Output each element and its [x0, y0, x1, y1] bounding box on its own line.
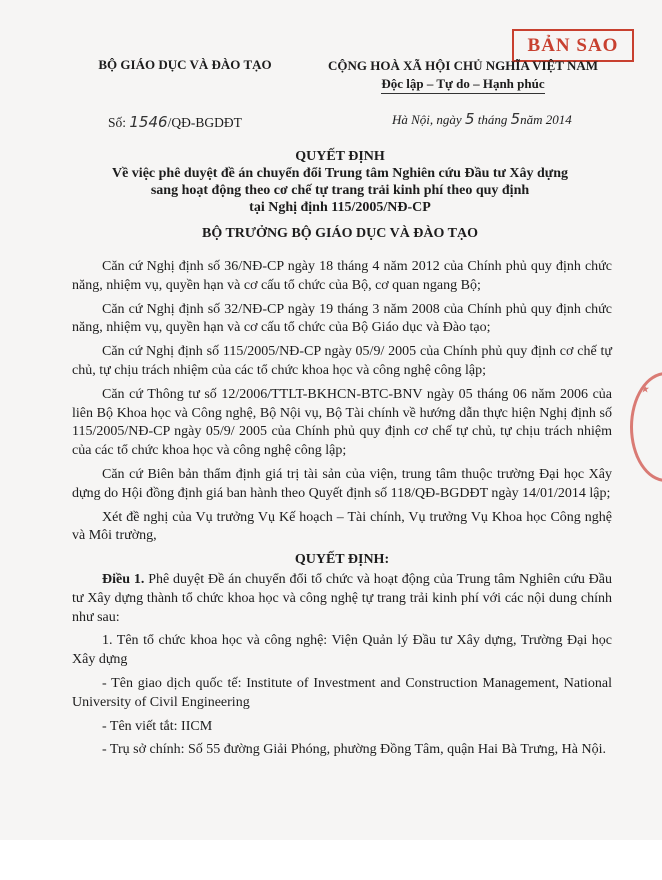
decision-heading: QUYẾT ĐỊNH: [294, 552, 390, 568]
subject-line-3: tại Nghị định 115/2005/NĐ-CP [249, 200, 431, 215]
list-item: - Trụ sở chính: Số 55 đường Giải Phóng, phường Đồng Tâm, quận Hai Bà Trưng, Hà Nội. [102, 742, 607, 758]
list-item: 1. Tên tổ chức khoa học và công nghệ: Viện Quản lý Đầu tư Xây dựng, Trường Đại học Xây dựng [72, 633, 612, 668]
bleed-through-text [330, 42, 333, 52]
copy-stamp: BẢN SAO [512, 29, 634, 62]
red-seal-icon: ★ [630, 372, 662, 482]
legal-basis-paragraph: Căn cứ Nghị định số 115/2005/NĐ-CP ngày 05/9/ 2005 của Chính phủ quy định cơ chế tự chủ, tự chịu trách nhiệm của các tổ chức khoa học và công nghệ công lập; [72, 344, 612, 378]
subject-line-1: Về việc phê duyệt đề án chuyển đổi Trung tâm Nghiên cứu Đầu tư Xây dựng [111, 166, 568, 181]
subject-line-2: sang hoạt động theo cơ chế tự trang trải kinh phí theo quy định [150, 183, 530, 198]
list-item: - Tên giao dịch quốc tế: Institute of Investment and Construction Management, National University of Civil Engineering [72, 675, 612, 710]
ref-prefix: Số: [108, 115, 127, 130]
date-day: 5 [464, 110, 475, 128]
legal-basis-paragraph: Căn cứ Thông tư số 12/2006/TTLT-BKHCN-BTC-BNV ngày 05 tháng 06 năm 2006 của liên Bộ Khoa học và Công nghệ, Bộ Nội vụ, Bộ Tài chính về hướng dẫn thực hiện Nghị định số 115/2005/NĐ-CP ngày 05/9/ 2005 của Chính phủ quy định cơ chế tự chủ, tự chịu trách nhiệm của các tổ chức khoa học và công nghệ công lập; [72, 386, 612, 459]
legal-basis-paragraph: Căn cứ Nghị định số 36/NĐ-CP ngày 18 tháng 4 năm 2012 của Chính phủ quy định chức năng, nhiệm vụ, quyền hạn và cơ cấu tổ chức của Bộ, cơ quan ngang Bộ; [72, 259, 612, 293]
article-1-label: Điều 1. [102, 571, 145, 587]
legal-basis-paragraph: Căn cứ Biên bản thẩm định giá trị tài sản của viện, trung tâm thuộc trường Đại học Xây dựng do Hội đồng định giá ban hành theo Quyết định số 118/QĐ-BGDĐT ngày 14/01/2014 lập; [72, 466, 612, 501]
document-body [72, 258, 612, 765]
motto: Độc lập – Tự do – Hạnh phúc [381, 75, 544, 94]
date-year: năm 2014 [520, 112, 572, 127]
ministry-name: BỘ GIÁO DỤC VÀ ĐÀO TẠO [98, 57, 272, 72]
issuing-authority: BỘ TRƯỞNG BỘ GIÁO DỤC VÀ ĐÀO TẠO [201, 226, 478, 241]
document-number [108, 113, 242, 131]
article-1 [72, 571, 612, 627]
list-item: - Tên viết tắt: IICM [102, 718, 213, 734]
ref-number: 1546 [129, 113, 168, 131]
ref-suffix: /QĐ-BGDĐT [167, 115, 242, 130]
issue-date [392, 110, 572, 128]
national-header [318, 57, 608, 94]
legal-basis-paragraph: Căn cứ Nghị định số 32/NĐ-CP ngày 19 tháng 3 năm 2008 của Chính phủ quy định chức năng, nhiệm vụ, quyền hạn và cơ cấu tổ chức của Bộ Giáo dục và Đào tạo; [72, 301, 612, 336]
doc-type: QUYẾT ĐỊNH [295, 149, 385, 164]
date-place: Hà Nội, ngày [392, 112, 462, 127]
proposal-paragraph: Xét đề nghị của Vụ trưởng Vụ Kế hoạch – Tài chính, Vụ trưởng Vụ Khoa học Công nghệ và Môi trường, [72, 509, 612, 544]
article-1-text: Phê duyệt Đề án chuyển đổi tổ chức và hoạt động của Trung tâm Nghiên cứu Đầu tư Xây dựng thành tổ chức khoa học và công nghệ tự trang trải kinh phí với các nội dung chính như sau: [72, 571, 613, 625]
decision-title [60, 148, 620, 242]
date-month: 5 [510, 110, 521, 128]
country-name: CỘNG HOÀ XÃ HỘI CHỦ NGHĨA VIỆT NAM [327, 58, 599, 73]
date-month-word: tháng [477, 112, 508, 127]
